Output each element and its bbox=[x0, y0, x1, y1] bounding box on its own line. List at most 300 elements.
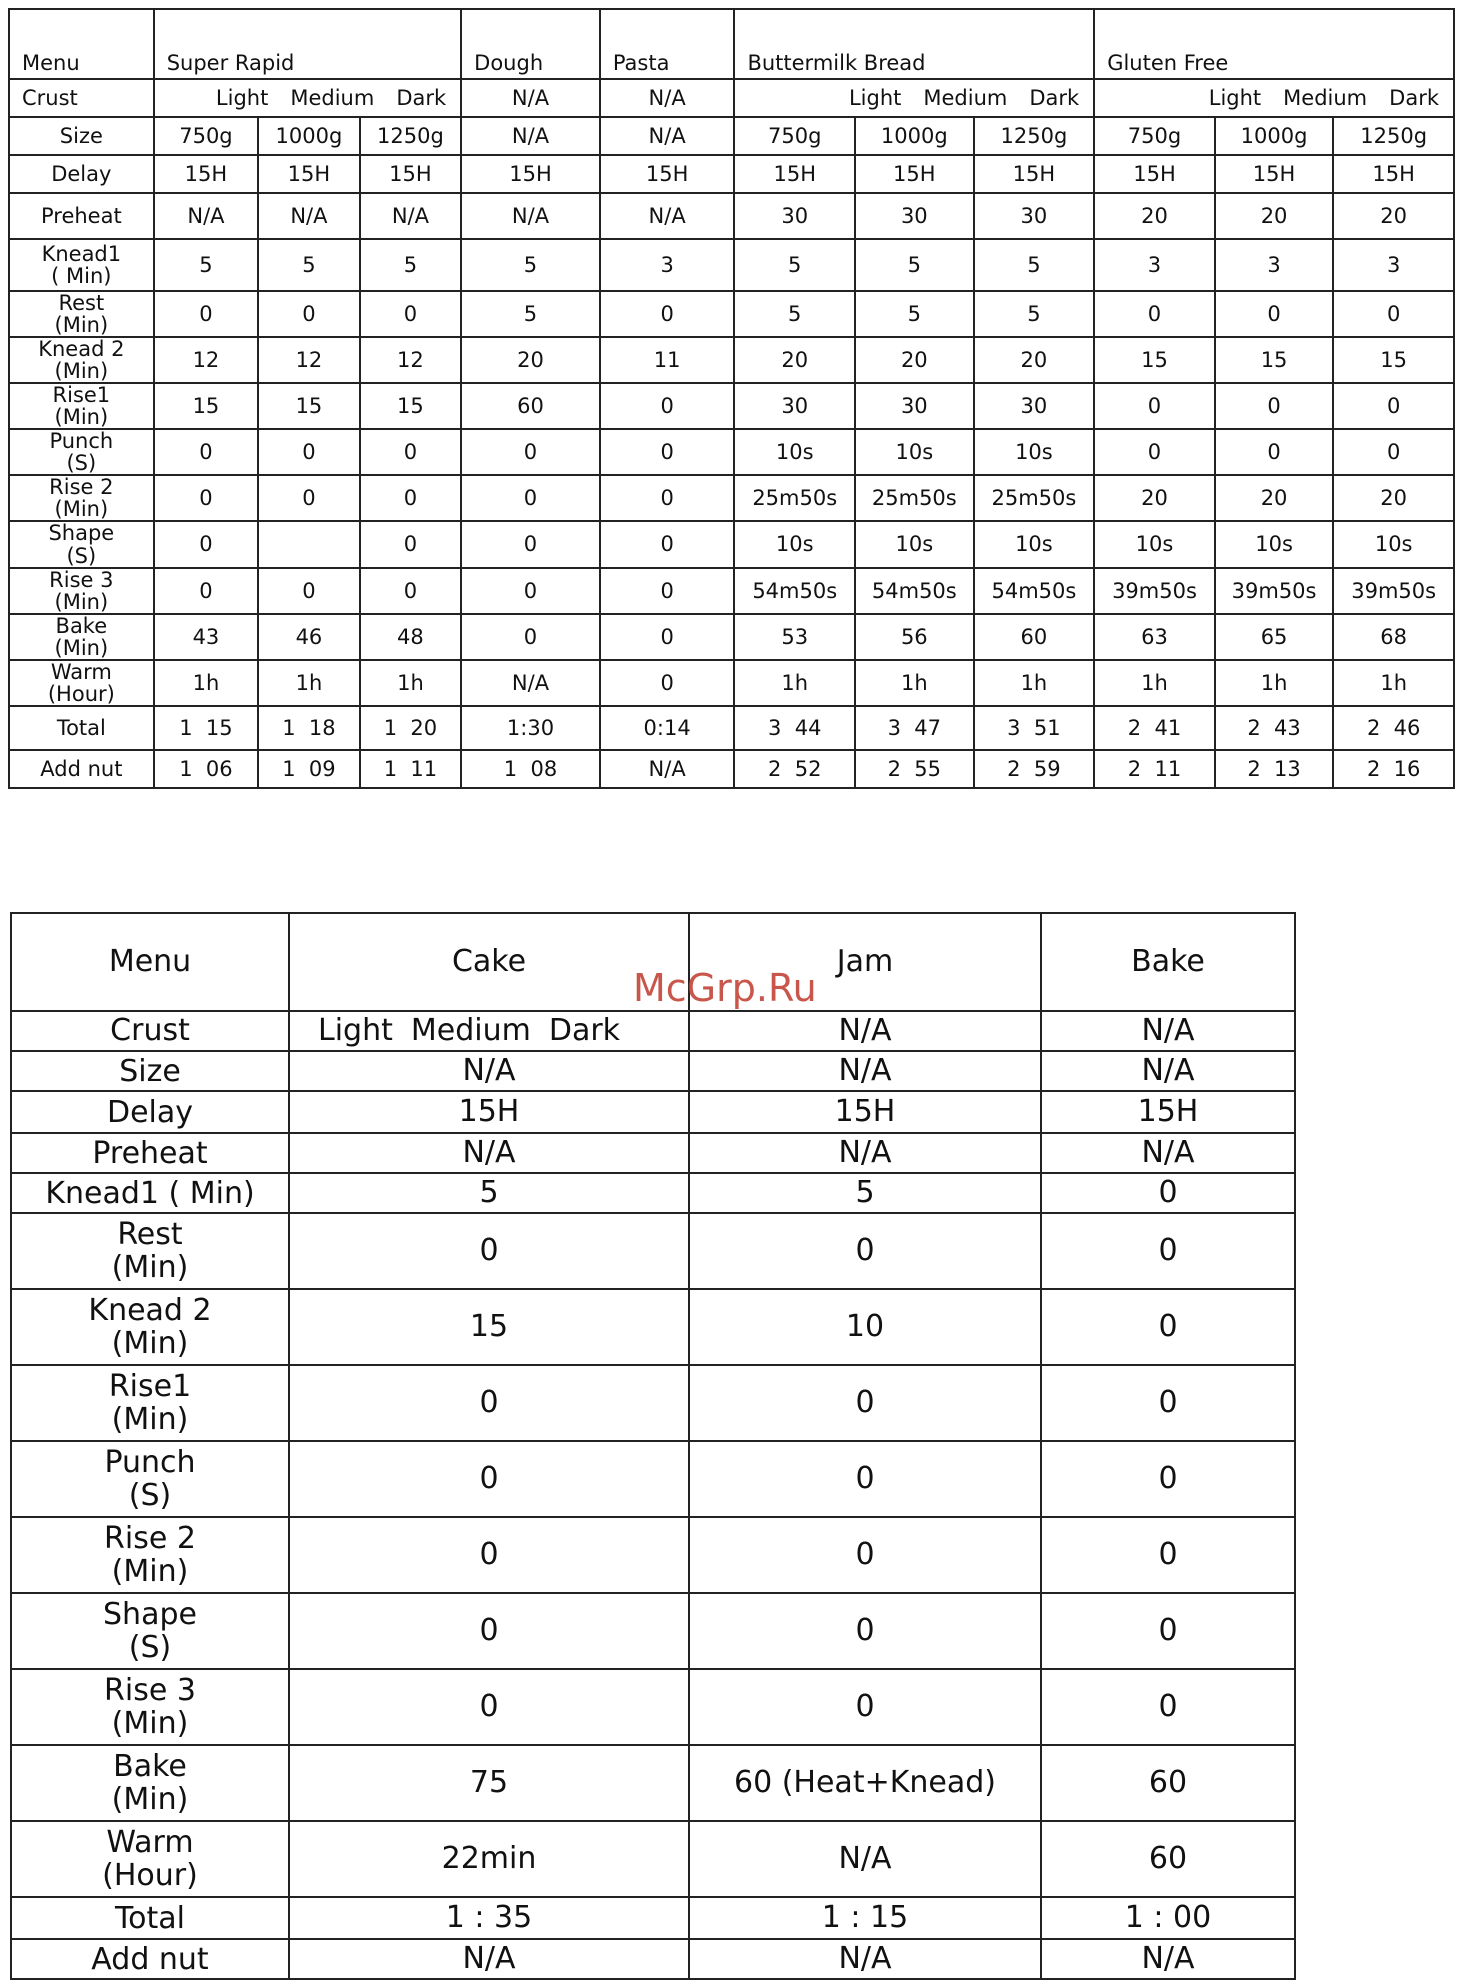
table-cell: 0 bbox=[289, 1441, 689, 1517]
table-cell: 0 bbox=[600, 429, 735, 475]
table-cell: 20 bbox=[855, 337, 974, 383]
table-cell: 3 bbox=[600, 239, 735, 291]
table-cell: 5 bbox=[689, 1173, 1041, 1213]
table-cell: 0 bbox=[1215, 429, 1334, 475]
table-cell: 10s bbox=[734, 429, 855, 475]
table-cell: 25m50s bbox=[734, 475, 855, 521]
table-cell: 0 bbox=[689, 1213, 1041, 1289]
table-cell: 3 bbox=[1333, 239, 1454, 291]
table-cell: 0 bbox=[461, 475, 600, 521]
table-cell: 0 bbox=[600, 475, 735, 521]
table-cell: 1250g bbox=[974, 117, 1095, 155]
table-cell: 0 bbox=[1041, 1441, 1295, 1517]
table-cell: 15H bbox=[600, 155, 735, 193]
table-cell: 1h bbox=[855, 660, 974, 706]
table-cell: 20 bbox=[734, 337, 855, 383]
table-cell: 12 bbox=[154, 337, 259, 383]
table-cell: 1250g bbox=[360, 117, 461, 155]
table-cell: 1 15 bbox=[154, 706, 259, 750]
table-cell: 2 43 bbox=[1215, 706, 1334, 750]
table-cell: 0 bbox=[1333, 383, 1454, 429]
table-cell: 0 bbox=[689, 1365, 1041, 1441]
table-cell: 15H bbox=[258, 155, 359, 193]
table-cell: 0 bbox=[600, 521, 735, 567]
crust-buttermilk bbox=[734, 79, 1094, 117]
watermark: McGrp.Ru bbox=[633, 966, 817, 1010]
table-cell: 3 51 bbox=[974, 706, 1095, 750]
table-cell: 0 bbox=[689, 1517, 1041, 1593]
crust-jam: N/A bbox=[689, 1011, 1041, 1051]
table-cell: 0 bbox=[1041, 1669, 1295, 1745]
table-cell: 20 bbox=[1215, 475, 1334, 521]
table-cell: 15H bbox=[461, 155, 600, 193]
table-cell: 3 47 bbox=[855, 706, 974, 750]
table-row bbox=[11, 1133, 1295, 1173]
crust-label: Crust bbox=[9, 79, 154, 117]
crust-option: Dark bbox=[1029, 85, 1080, 110]
table-cell: 3 bbox=[1215, 239, 1334, 291]
table-cell: 10 bbox=[689, 1289, 1041, 1365]
row-label-delay: Delay bbox=[11, 1091, 289, 1133]
table-row bbox=[11, 1897, 1295, 1939]
table-row bbox=[9, 383, 1454, 429]
crust-option: Medium bbox=[290, 85, 375, 110]
table-row bbox=[9, 429, 1454, 475]
table-cell: 1000g bbox=[1215, 117, 1334, 155]
table-cell: 5 bbox=[154, 239, 259, 291]
table-row bbox=[11, 1593, 1295, 1669]
table-cell: 20 bbox=[1333, 475, 1454, 521]
row-label-rise1-min: Rise1 (Min) bbox=[11, 1365, 289, 1441]
table-cell: 10s bbox=[1333, 521, 1454, 567]
table-cell: 15H bbox=[1041, 1091, 1295, 1133]
table-cell: N/A bbox=[289, 1133, 689, 1173]
table-cell: 2 46 bbox=[1333, 706, 1454, 750]
table-cell: 20 bbox=[1094, 193, 1215, 239]
table-cell: 1h bbox=[734, 660, 855, 706]
table-row bbox=[9, 750, 1454, 788]
crust-option: Dark bbox=[396, 85, 447, 110]
table-cell: 75 bbox=[289, 1745, 689, 1821]
row-label-punch-s: Punch (S) bbox=[11, 1441, 289, 1517]
table-cell: 0 bbox=[154, 291, 259, 337]
table-cell: 1 09 bbox=[258, 750, 359, 788]
table-cell: N/A bbox=[689, 1821, 1041, 1897]
table-cell: 10s bbox=[1094, 521, 1215, 567]
table-cell: 56 bbox=[855, 614, 974, 660]
table-cell: 30 bbox=[734, 193, 855, 239]
table-cell: 0 bbox=[154, 568, 259, 614]
table-cell: 1h bbox=[1215, 660, 1334, 706]
crust-option: Dark bbox=[548, 1013, 621, 1049]
table-cell: 0 bbox=[600, 291, 735, 337]
table-cell: 0 bbox=[360, 475, 461, 521]
table-cell: 0 bbox=[154, 475, 259, 521]
table-cell: N/A bbox=[600, 117, 735, 155]
table-row bbox=[9, 337, 1454, 383]
row-label-shape-s: Shape (S) bbox=[9, 521, 154, 567]
table-cell: 5 bbox=[461, 239, 600, 291]
table-row bbox=[11, 1517, 1295, 1593]
table-cell: 5 bbox=[734, 239, 855, 291]
table-cell: 0 bbox=[289, 1517, 689, 1593]
table-cell: N/A bbox=[461, 660, 600, 706]
row-label-rise-2-min: Rise 2 (Min) bbox=[9, 475, 154, 521]
menu-header: Menu bbox=[11, 913, 289, 1011]
program-header-gluten-free: Gluten Free bbox=[1094, 9, 1454, 79]
table-cell: 15H bbox=[360, 155, 461, 193]
table-cell: 20 bbox=[1215, 193, 1334, 239]
program-table-2 bbox=[10, 912, 1296, 1980]
crust-option: Medium bbox=[410, 1013, 531, 1049]
table-cell: N/A bbox=[1041, 1133, 1295, 1173]
crust-option: Light bbox=[318, 1013, 393, 1049]
table-row bbox=[11, 1091, 1295, 1133]
table-cell: 10s bbox=[734, 521, 855, 567]
table-cell: 0 bbox=[1041, 1289, 1295, 1365]
crust-pasta: N/A bbox=[600, 79, 735, 117]
table-cell: 1000g bbox=[855, 117, 974, 155]
table-cell: 15 bbox=[1215, 337, 1334, 383]
table-cell: 0 bbox=[258, 475, 359, 521]
table-cell: 22min bbox=[289, 1821, 689, 1897]
row-label-total: Total bbox=[11, 1897, 289, 1939]
table-cell: 1h bbox=[1094, 660, 1215, 706]
table-cell: 39m50s bbox=[1215, 568, 1334, 614]
table-row bbox=[9, 568, 1454, 614]
table-cell: 30 bbox=[855, 193, 974, 239]
table-cell: 15H bbox=[1215, 155, 1334, 193]
table-cell: 0 bbox=[360, 429, 461, 475]
program-table-1 bbox=[8, 8, 1455, 789]
header-row bbox=[11, 913, 1295, 1011]
row-label-knead1-min: Knead1 ( Min) bbox=[11, 1173, 289, 1213]
row-label-rest-min: Rest (Min) bbox=[9, 291, 154, 337]
table-row bbox=[9, 706, 1454, 750]
table-cell: 20 bbox=[1094, 475, 1215, 521]
table-cell: 0 bbox=[1333, 429, 1454, 475]
table-cell bbox=[258, 521, 359, 567]
table-cell: 10s bbox=[1215, 521, 1334, 567]
table-cell: 0 bbox=[1215, 291, 1334, 337]
row-label-rise-3-min: Rise 3 (Min) bbox=[11, 1669, 289, 1745]
table-cell: 2 55 bbox=[855, 750, 974, 788]
program-header-bake: Bake bbox=[1041, 913, 1295, 1011]
table-cell: 1 06 bbox=[154, 750, 259, 788]
program-header-cake: Cake bbox=[289, 913, 689, 1011]
table-cell: 10s bbox=[974, 521, 1095, 567]
row-label-bake-min: Bake (Min) bbox=[9, 614, 154, 660]
table-cell: 54m50s bbox=[734, 568, 855, 614]
table-cell: 46 bbox=[258, 614, 359, 660]
table-row bbox=[9, 614, 1454, 660]
table-cell: N/A bbox=[600, 750, 735, 788]
table-cell: 15 bbox=[360, 383, 461, 429]
crust-option: Light bbox=[215, 85, 269, 110]
table-cell: 1 18 bbox=[258, 706, 359, 750]
table-cell: 0 bbox=[1041, 1593, 1295, 1669]
table-cell: 0 bbox=[1094, 429, 1215, 475]
table-cell: 1h bbox=[974, 660, 1095, 706]
table-row bbox=[11, 1289, 1295, 1365]
table-cell: 750g bbox=[154, 117, 259, 155]
table-cell: 60 bbox=[974, 614, 1095, 660]
program-header-pasta: Pasta bbox=[600, 9, 735, 79]
table-cell: 0 bbox=[1094, 291, 1215, 337]
table-cell: 3 bbox=[1094, 239, 1215, 291]
crust-row bbox=[9, 79, 1454, 117]
row-label-knead-2-min: Knead 2 (Min) bbox=[9, 337, 154, 383]
table-cell: 63 bbox=[1094, 614, 1215, 660]
table-cell: 1h bbox=[258, 660, 359, 706]
table-cell: 30 bbox=[974, 383, 1095, 429]
table-cell: 1h bbox=[154, 660, 259, 706]
table-cell: 60 (Heat+Knead) bbox=[689, 1745, 1041, 1821]
table-cell: 3 44 bbox=[734, 706, 855, 750]
table-row bbox=[9, 660, 1454, 706]
row-label-bake-min: Bake (Min) bbox=[11, 1745, 289, 1821]
table-cell: 0 bbox=[1041, 1213, 1295, 1289]
table-cell: 0 bbox=[289, 1593, 689, 1669]
table-cell: 1 11 bbox=[360, 750, 461, 788]
table-cell: 0 bbox=[1215, 383, 1334, 429]
table-cell: 0 bbox=[258, 429, 359, 475]
table-cell: 750g bbox=[1094, 117, 1215, 155]
table-cell: 0 bbox=[689, 1669, 1041, 1745]
table-cell: 0 bbox=[1041, 1517, 1295, 1593]
table-cell: 1h bbox=[360, 660, 461, 706]
table-cell: 5 bbox=[461, 291, 600, 337]
table-cell: 1 : 35 bbox=[289, 1897, 689, 1939]
row-label-knead1-min: Knead1 ( Min) bbox=[9, 239, 154, 291]
table-cell: 12 bbox=[258, 337, 359, 383]
table-cell: N/A bbox=[461, 193, 600, 239]
table-row bbox=[11, 1173, 1295, 1213]
table-row bbox=[9, 475, 1454, 521]
table-cell: 5 bbox=[855, 291, 974, 337]
row-label-rest-min: Rest (Min) bbox=[11, 1213, 289, 1289]
table-cell: 5 bbox=[258, 239, 359, 291]
table-row bbox=[11, 1669, 1295, 1745]
table-row bbox=[9, 155, 1454, 193]
table-cell: 1 : 00 bbox=[1041, 1897, 1295, 1939]
table-cell: 0 bbox=[1041, 1365, 1295, 1441]
table-cell: 39m50s bbox=[1333, 568, 1454, 614]
table-cell: 0 bbox=[461, 568, 600, 614]
table-cell: N/A bbox=[1041, 1051, 1295, 1091]
row-label-delay: Delay bbox=[9, 155, 154, 193]
crust-option: Medium bbox=[923, 85, 1008, 110]
table-cell: 15H bbox=[289, 1091, 689, 1133]
table-cell: 5 bbox=[855, 239, 974, 291]
table-cell: 0:14 bbox=[600, 706, 735, 750]
table-cell: 15H bbox=[855, 155, 974, 193]
row-label-preheat: Preheat bbox=[9, 193, 154, 239]
table-cell: 15 bbox=[154, 383, 259, 429]
row-label-size: Size bbox=[11, 1051, 289, 1091]
row-label-punch-s: Punch (S) bbox=[9, 429, 154, 475]
table-row bbox=[11, 1441, 1295, 1517]
table-cell: 5 bbox=[289, 1173, 689, 1213]
table-cell: 65 bbox=[1215, 614, 1334, 660]
table-cell: 0 bbox=[600, 383, 735, 429]
table-cell: 0 bbox=[258, 568, 359, 614]
table-cell: 48 bbox=[360, 614, 461, 660]
table-cell: 1 08 bbox=[461, 750, 600, 788]
table-cell: 1 : 15 bbox=[689, 1897, 1041, 1939]
table-cell: 1:30 bbox=[461, 706, 600, 750]
table-cell: N/A bbox=[258, 193, 359, 239]
program-header-dough: Dough bbox=[461, 9, 600, 79]
crust-option: Light bbox=[848, 85, 902, 110]
header-row bbox=[9, 9, 1454, 79]
table-cell: 10s bbox=[855, 521, 974, 567]
table-cell: 0 bbox=[1094, 383, 1215, 429]
table-cell: 60 bbox=[1041, 1745, 1295, 1821]
row-label-warm-hour: Warm (Hour) bbox=[11, 1821, 289, 1897]
menu-header: Menu bbox=[9, 9, 154, 79]
table-cell: 15 bbox=[289, 1289, 689, 1365]
row-label-total: Total bbox=[9, 706, 154, 750]
row-label-add-nut: Add nut bbox=[9, 750, 154, 788]
table-cell: 54m50s bbox=[855, 568, 974, 614]
table-row bbox=[9, 521, 1454, 567]
table-cell: N/A bbox=[600, 193, 735, 239]
table-row bbox=[9, 117, 1454, 155]
table-cell: 10s bbox=[974, 429, 1095, 475]
table-cell: 1000g bbox=[258, 117, 359, 155]
table-cell: 25m50s bbox=[855, 475, 974, 521]
table-cell: 68 bbox=[1333, 614, 1454, 660]
table-row bbox=[9, 193, 1454, 239]
table-cell: 0 bbox=[461, 521, 600, 567]
table-cell: 2 41 bbox=[1094, 706, 1215, 750]
table-cell: 0 bbox=[1041, 1173, 1295, 1213]
table-cell: 2 59 bbox=[974, 750, 1095, 788]
table-cell: 11 bbox=[600, 337, 735, 383]
table-row bbox=[9, 291, 1454, 337]
table-row bbox=[11, 1939, 1295, 1979]
table-cell: 12 bbox=[360, 337, 461, 383]
table-cell: 1 20 bbox=[360, 706, 461, 750]
row-label-shape-s: Shape (S) bbox=[11, 1593, 289, 1669]
table-cell: 15 bbox=[258, 383, 359, 429]
table-cell: 15 bbox=[1333, 337, 1454, 383]
table-cell: 10s bbox=[855, 429, 974, 475]
table-cell: 0 bbox=[360, 568, 461, 614]
table-cell: 5 bbox=[974, 239, 1095, 291]
crust-option: Light bbox=[1208, 85, 1262, 110]
table-cell: 2 16 bbox=[1333, 750, 1454, 788]
table-cell: 0 bbox=[289, 1365, 689, 1441]
table-cell: 0 bbox=[461, 614, 600, 660]
table-cell: 53 bbox=[734, 614, 855, 660]
table-cell: N/A bbox=[154, 193, 259, 239]
table-cell: 20 bbox=[461, 337, 600, 383]
table-cell: N/A bbox=[689, 1051, 1041, 1091]
table-cell: 30 bbox=[855, 383, 974, 429]
crust-bake: N/A bbox=[1041, 1011, 1295, 1051]
crust-option: Medium bbox=[1283, 85, 1368, 110]
program-header-buttermilk: Buttermilk Bread bbox=[734, 9, 1094, 79]
table-cell: 1h bbox=[1333, 660, 1454, 706]
table-cell: 2 11 bbox=[1094, 750, 1215, 788]
table-cell: 25m50s bbox=[974, 475, 1095, 521]
table-cell: 0 bbox=[289, 1669, 689, 1745]
row-label-knead-2-min: Knead 2 (Min) bbox=[11, 1289, 289, 1365]
crust-cake bbox=[289, 1011, 689, 1051]
table-cell: 0 bbox=[600, 614, 735, 660]
table-cell: 15H bbox=[689, 1091, 1041, 1133]
program-header-jam: Jam bbox=[689, 913, 1041, 1011]
crust-super-rapid bbox=[154, 79, 461, 117]
table-cell: N/A bbox=[461, 117, 600, 155]
row-label-warm-hour: Warm (Hour) bbox=[9, 660, 154, 706]
table-cell: 5 bbox=[734, 291, 855, 337]
crust-option: Dark bbox=[1389, 85, 1439, 110]
table-cell: 0 bbox=[689, 1593, 1041, 1669]
table-cell: 0 bbox=[600, 568, 735, 614]
table-cell: 0 bbox=[289, 1213, 689, 1289]
row-label-rise-2-min: Rise 2 (Min) bbox=[11, 1517, 289, 1593]
table-cell: 15H bbox=[734, 155, 855, 193]
table-cell: 15H bbox=[154, 155, 259, 193]
table-cell: 1250g bbox=[1333, 117, 1454, 155]
table-cell: 15 bbox=[1094, 337, 1215, 383]
table-cell: 750g bbox=[734, 117, 855, 155]
table-cell: 0 bbox=[360, 521, 461, 567]
table-cell: 0 bbox=[154, 521, 259, 567]
crust-dough: N/A bbox=[461, 79, 600, 117]
crust-label: Crust bbox=[11, 1011, 289, 1051]
table-cell: 0 bbox=[689, 1441, 1041, 1517]
table-cell: N/A bbox=[689, 1939, 1041, 1979]
table-cell: N/A bbox=[1041, 1939, 1295, 1979]
table-cell: 15H bbox=[1333, 155, 1454, 193]
row-label-preheat: Preheat bbox=[11, 1133, 289, 1173]
table-cell: 39m50s bbox=[1094, 568, 1215, 614]
table-cell: N/A bbox=[289, 1939, 689, 1979]
table-cell: 54m50s bbox=[974, 568, 1095, 614]
table-row bbox=[9, 239, 1454, 291]
table-row bbox=[11, 1365, 1295, 1441]
table-row bbox=[11, 1821, 1295, 1897]
table-cell: 15H bbox=[1094, 155, 1215, 193]
row-label-size: Size bbox=[9, 117, 154, 155]
table-cell: 2 52 bbox=[734, 750, 855, 788]
table-cell: 0 bbox=[154, 429, 259, 475]
program-header-super-rapid: Super Rapid bbox=[154, 9, 461, 79]
table-cell: 5 bbox=[360, 239, 461, 291]
table-cell: 20 bbox=[1333, 193, 1454, 239]
table-row bbox=[11, 1051, 1295, 1091]
row-label-rise1-min: Rise1 (Min) bbox=[9, 383, 154, 429]
table-cell: 15H bbox=[974, 155, 1095, 193]
table-cell: 20 bbox=[974, 337, 1095, 383]
table-cell: 0 bbox=[360, 291, 461, 337]
table-cell: 60 bbox=[1041, 1821, 1295, 1897]
table-row bbox=[11, 1745, 1295, 1821]
table-cell: 30 bbox=[974, 193, 1095, 239]
table-row bbox=[11, 1213, 1295, 1289]
table-cell: 30 bbox=[734, 383, 855, 429]
table-cell: 0 bbox=[1333, 291, 1454, 337]
table-cell: N/A bbox=[289, 1051, 689, 1091]
table-cell: 60 bbox=[461, 383, 600, 429]
row-label-add-nut: Add nut bbox=[11, 1939, 289, 1979]
table-cell: 0 bbox=[461, 429, 600, 475]
table-cell: 2 13 bbox=[1215, 750, 1334, 788]
